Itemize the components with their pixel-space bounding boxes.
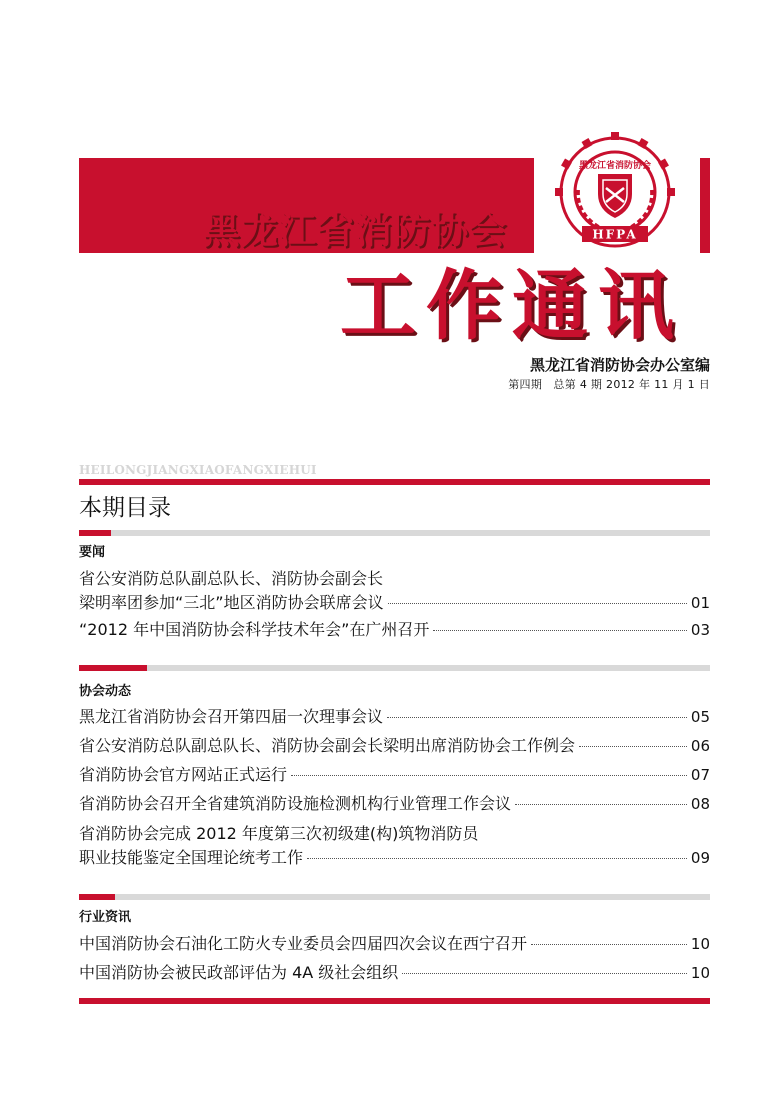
section-title: 协会动态: [79, 684, 132, 699]
leader-dots: [387, 717, 687, 718]
toc-entry[interactable]: [79, 705, 710, 729]
toc-entry[interactable]: [79, 822, 710, 870]
section-divider-accent: [79, 894, 115, 900]
banner-right-bar: [700, 158, 710, 253]
toc-entry[interactable]: [79, 618, 710, 642]
leader-dots: [402, 973, 687, 974]
section-divider-accent: [79, 665, 147, 671]
toc-entry[interactable]: [79, 792, 710, 816]
toc-entry-text: 梁明率团参加“三北”地区消防协会联席会议: [79, 593, 384, 612]
toc-entry-page: 05: [690, 708, 710, 726]
toc-entry-text: 省消防协会召开全省建筑消防设施检测机构行业管理工作会议: [79, 794, 512, 813]
toc-entry-text: 省公安消防总队副总队长、消防协会副会长: [79, 569, 384, 588]
top-divider: [79, 479, 710, 485]
section-title: 要闻: [79, 545, 106, 560]
org-pinyin: HEILONGJIANGXIAOFANGXIEHUI: [79, 463, 317, 477]
toc-entry-page: 09: [690, 849, 710, 867]
leader-dots: [307, 858, 687, 859]
toc-entry-text: “2012 年中国消防协会科学技术年会”在广州召开: [79, 620, 430, 639]
leader-dots: [515, 804, 687, 805]
section-divider: [79, 665, 710, 671]
toc-entry-text: 省消防协会官方网站正式运行: [79, 765, 288, 784]
toc-entry[interactable]: [79, 567, 710, 615]
leader-dots: [291, 775, 687, 776]
toc-entry-text: 中国消防协会被民政部评估为 4A 级社会组织: [79, 963, 399, 982]
emblem-text: 黑龙江省消防协会: [578, 161, 652, 171]
issue-line: 第四期 总第 4 期 2012 年 11 月 1 日: [508, 378, 710, 391]
toc-entry-text: 中国消防协会石油化工防火专业委员会四届四次会议在西宁召开: [79, 934, 528, 953]
toc-entry[interactable]: [79, 932, 710, 956]
section-divider: [79, 530, 710, 536]
emblem-abbr: HFPA: [592, 227, 638, 242]
section-divider-accent: [79, 530, 111, 536]
toc-entry[interactable]: [79, 961, 710, 985]
bottom-divider: [79, 998, 710, 1004]
toc-entry-page: 08: [690, 795, 710, 813]
toc-entry-page: 10: [690, 935, 710, 953]
section-title: 行业资讯: [79, 910, 132, 925]
toc-entry-text: 省公安消防总队副总队长、消防协会副会长梁明出席消防协会工作例会: [79, 736, 576, 755]
editor-line: 黑龙江省消防协会办公室编: [529, 356, 710, 374]
toc-entry-page: 01: [690, 594, 710, 612]
toc-entry-page: 03: [690, 621, 710, 639]
org-title: 黑龙江省消防协会: [203, 208, 507, 252]
leader-dots: [531, 944, 687, 945]
leader-dots: [388, 603, 687, 604]
toc-entry-page: 06: [690, 737, 710, 755]
toc-entry-page: 10: [690, 964, 710, 982]
section-divider: [79, 894, 710, 900]
hfpa-emblem-icon: [540, 130, 690, 250]
toc-entry-text: 省消防协会完成 2012 年度第三次初级建(构)筑物消防员: [79, 824, 479, 843]
publication-title: 工作通讯: [340, 261, 684, 350]
toc-heading: 本期目录: [79, 495, 171, 521]
toc-entry[interactable]: [79, 763, 710, 787]
toc-entry-page: 07: [690, 766, 710, 784]
toc-entry[interactable]: [79, 734, 710, 758]
leader-dots: [433, 630, 687, 631]
toc-entry-text: 职业技能鉴定全国理论统考工作: [79, 848, 304, 867]
leader-dots: [579, 746, 687, 747]
toc-entry-text: 黑龙江省消防协会召开第四届一次理事会议: [79, 707, 384, 726]
